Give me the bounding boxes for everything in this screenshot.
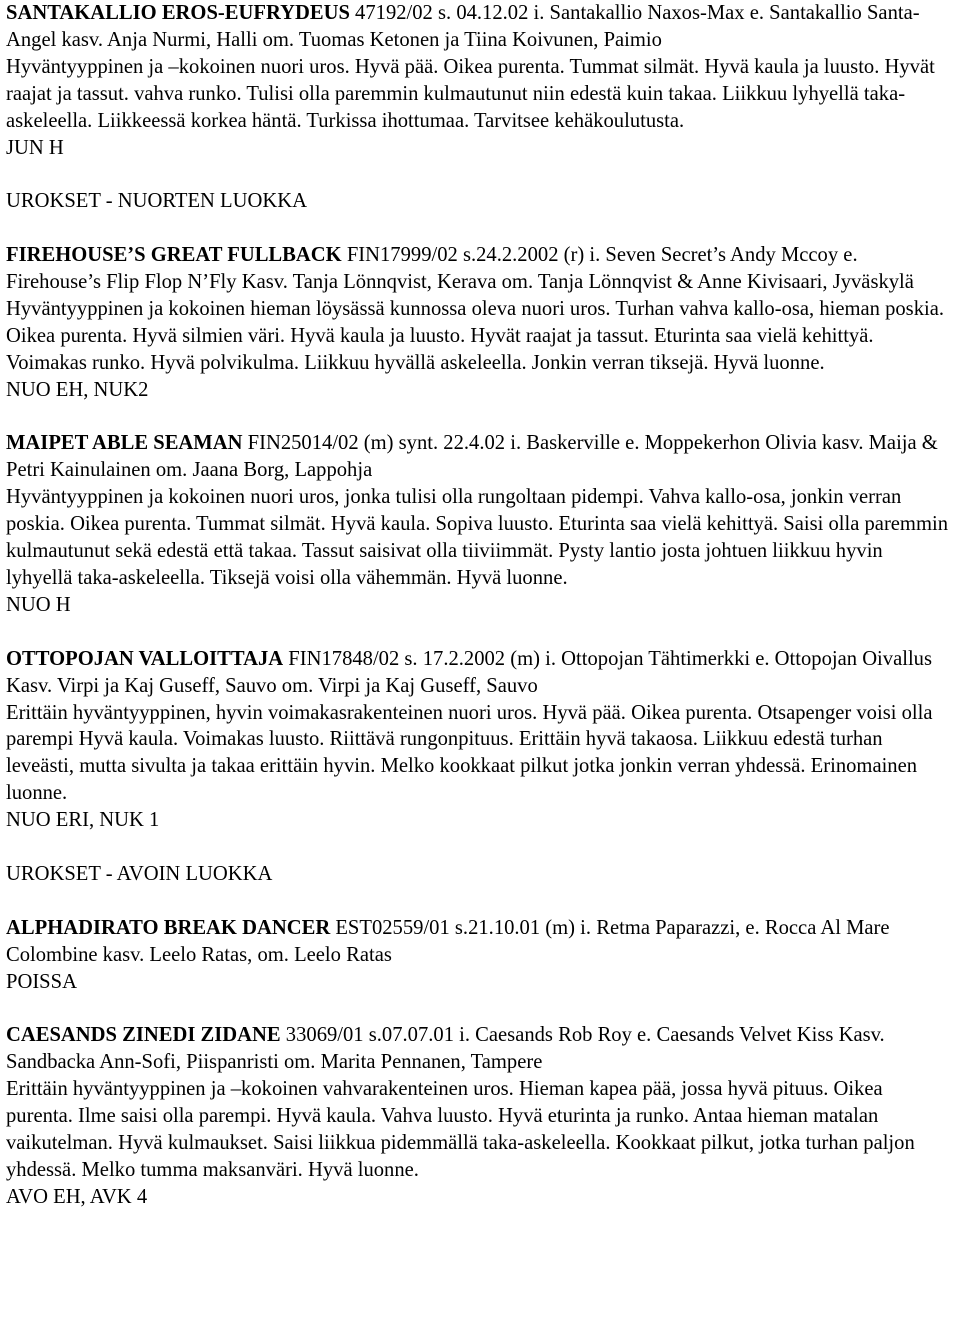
dog-name: CAESANDS ZINEDI ZIDANE [6, 1024, 281, 1047]
critique-text: Erittäin hyväntyyppinen, hyvin voimakasrakenteinen nuori uros. Hyvä pää. Oikea purenta. Otsapenger voisi olla parempi Hyvä kaula. Voimakas luusto. Riittävä rungonpituus. Erittäin hyvä takaosa. Liikkuu edestä turhan leveästi, mutta sivulta ja takaa erittäin hyvin. Melko kookkaat pilkut jotka jonkin verran yhdessä. Erinomainen luonne. [6, 701, 933, 805]
pedigree-text: FIN17848/02 s. 17.2.2002 (m) i. Ottopojan Tähtimerkki e. Ottopojan Oivallus Kasv. Virpi ja Kaj Guseff, Sauvo om. Virpi ja Kaj Guseff, Sauvo [6, 647, 932, 697]
dog-name: FIREHOUSE’S GREAT FULLBACK [6, 244, 342, 267]
result-text: JUN H [6, 136, 64, 159]
result-text: AVO EH, AVK 4 [6, 1185, 148, 1208]
critique-text: Erittäin hyväntyyppinen ja –kokoinen vahvarakenteinen uros. Hieman kapea pää, jossa hyvä pituus. Oikea purenta. Ilme saisi olla parempi. Hyvä kaula. Vahva luusto. Hyvä eturinta ja runko. Antaa hieman matalan vaikutelman. Hyvä kulmaukset. Saisi liikkua pidemmällä taka-askeleella. Kookkaat pilkut, jotka turhan paljon yhdessä. Melko tumma maksanväri. Hyvä luonne. [6, 1078, 915, 1181]
entry-details [6, 430, 954, 484]
entry-details [6, 915, 954, 969]
entry-details [6, 1022, 954, 1076]
result-text: NUO H [6, 593, 71, 616]
class-heading: UROKSET - NUORTEN LUOKKA [6, 190, 307, 213]
dog-name: ALPHADIRATO BREAK DANCER [6, 916, 331, 939]
critique-text: Hyväntyyppinen ja –kokoinen nuori uros. Hyvä pää. Oikea purenta. Tummat silmät. Hyvä kaula ja luusto. Hyvät raajat ja tassut. vahva runko. Tulisi olla paremmin kulmautunut niin edestä kuin takaa. Liikkuu lyhyellä taka-askeleella. Liikkeessä korkea häntä. Turkissa ihottumaa. Tarvitsee kehäkoulutusta. [6, 55, 935, 132]
pedigree-text: 47192/02 s. 04.12.02 i. Santakallio Naxos-Max e. Santakallio Santa-Angel kasv. Anja Nurmi, Halli om. Tuomas Ketonen ja Tiina Koivunen, Paimio [6, 2, 920, 51]
pedigree-text: FIN17999/02 s.24.2.2002 (r) i. Seven Secret’s Andy Mccoy e. Firehouse’s Flip Flop N’Fly Kasv. Tanja Lönnqvist, Kerava om. Tanja Lönnqvist & Anne Kivisaari, Jyväskylä [6, 244, 914, 294]
critique-text: Hyväntyyppinen ja kokoinen hieman löysässä kunnossa oleva nuori uros. Turhan vahva kallo-osa, hieman poskia. Oikea purenta. Hyvä silmien väri. Hyvä kaula ja luusto. Hyvät raajat ja tassut. Eturinta saa vielä kehittyä. Voimakas runko. Hyvä polvikulma. Liikkuu hyvällä askeleella. Jonkin verran tiksejä. Hyvä luonne. [6, 297, 945, 374]
pedigree-text: EST02559/01 s.21.10.01 (m) i. Retma Paparazzi, e. Rocca Al Mare Colombine kasv. Leelo Ratas, om. Leelo Ratas [6, 916, 890, 966]
result-text: NUO ERI, NUK 1 [6, 809, 160, 832]
class-heading: UROKSET - AVOIN LUOKKA [6, 862, 273, 885]
entry-details [6, 242, 954, 296]
critique-text: Hyväntyyppinen ja kokoinen nuori uros, jonka tulisi olla rungoltaan pidempi. Vahva kallo-osa, jonkin verran poskia. Oikea purenta. Tummat silmät. Hyvä kaula. Sopiva luusto. Eturinta saa vielä kehittyä. Saisi olla paremmin kulmautunut sekä edestä että takaa. Tassut saisivat olla tiiviimmät. Pysty lantio josta johtuen liikkuu hyvin lyhyellä taka-askeleella. Tiksejä voisi olla vähemmän. Hyvä luonne. [6, 486, 948, 589]
result-text: NUO EH, NUK2 [6, 378, 149, 401]
dog-name: OTTOPOJAN VALLOITTAJA [6, 647, 284, 670]
result-text: POISSA [6, 970, 77, 993]
pedigree-text: FIN25014/02 (m) synt. 22.4.02 i. Baskerville e. Moppekerhon Olivia kasv. Maija & Petri Kainulainen om. Jaana Borg, Lappohja [6, 432, 938, 482]
entry-details [6, 0, 954, 54]
dog-name: SANTAKALLIO EROS-EUFRYDEUS [6, 2, 350, 24]
dog-name: MAIPET ABLE SEAMAN [6, 432, 243, 455]
entry-details [6, 646, 954, 700]
pedigree-text: 33069/01 s.07.07.01 i. Caesands Rob Roy e. Caesands Velvet Kiss Kasv. Sandbacka Ann-Sofi, Piispanristi om. Marita Pennanen, Tampere [6, 1024, 885, 1074]
